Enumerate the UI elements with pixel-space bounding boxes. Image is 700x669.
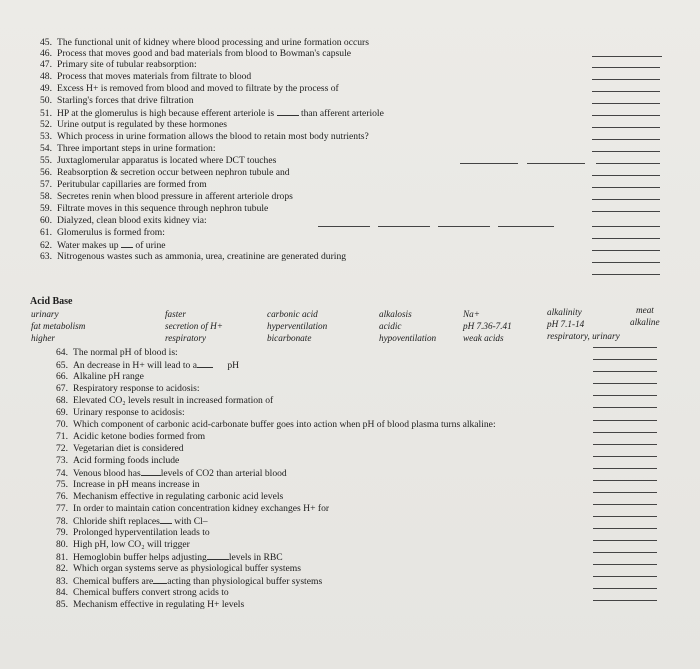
word-bank-item: respiratory bbox=[165, 333, 207, 343]
question-84: 84. Chemical buffers convert strong acids to bbox=[56, 587, 229, 598]
answer-blank[interactable] bbox=[121, 239, 133, 248]
question-62: 62. Water makes up of urine bbox=[40, 240, 166, 251]
question-47: 47. Primary site of tubular reabsorption: bbox=[40, 59, 197, 70]
answer-line[interactable] bbox=[592, 79, 660, 80]
question-52: 52. Urine output is regulated by these hormones bbox=[40, 119, 227, 130]
question-64: 64. The normal pH of blood is: bbox=[56, 347, 178, 358]
answer-line[interactable] bbox=[592, 115, 660, 116]
word-bank-item: carbonic acid bbox=[267, 309, 318, 319]
answer-line[interactable] bbox=[592, 199, 660, 200]
question-74: 74. Venous blood has levels of CO2 than arterial blood bbox=[56, 468, 287, 479]
question-85: 85. Mechanism effective in regulating H+ levels bbox=[56, 599, 245, 610]
question-70: 70. Which component of carbonic acid-carbonate buffer goes into action when pH of blood plasma turns alkaline: bbox=[56, 419, 496, 430]
word-bank-item: bicarbonate bbox=[267, 333, 312, 343]
answer-line[interactable] bbox=[498, 226, 554, 227]
answer-line[interactable] bbox=[593, 600, 657, 601]
word-bank-item: weak acids bbox=[463, 333, 504, 343]
question-71: 71. Acidic ketone bodies formed from bbox=[56, 431, 206, 442]
answer-line[interactable] bbox=[593, 395, 657, 396]
question-51: 51. HP at the glomerulus is high because efferent arteriole is than afferent arteriole bbox=[40, 108, 384, 119]
answer-line[interactable] bbox=[593, 383, 657, 384]
answer-line[interactable] bbox=[593, 347, 657, 348]
question-69: 69. Urinary response to acidosis: bbox=[56, 407, 185, 418]
question-76: 76. Mechanism effective in regulating carbonic acid levels bbox=[56, 491, 284, 502]
answer-line[interactable] bbox=[592, 175, 660, 176]
question-81: 81. Hemoglobin buffer helps adjusting levels in RBC bbox=[56, 552, 283, 563]
word-bank-item: respiratory, urinary bbox=[547, 331, 620, 341]
answer-line[interactable] bbox=[318, 226, 370, 227]
question-65: 65. An decrease in H+ will lead to a pH bbox=[56, 360, 240, 371]
answer-line[interactable] bbox=[592, 226, 660, 227]
question-63: 63. Nitrogenous wastes such as ammonia, urea, creatinine are generated during bbox=[40, 251, 347, 262]
word-bank-item: Na+ bbox=[463, 309, 480, 319]
question-78: 78. Chloride shift replaces with Cl– bbox=[56, 516, 208, 527]
answer-line[interactable] bbox=[593, 552, 657, 553]
answer-line[interactable] bbox=[593, 407, 657, 408]
answer-line[interactable] bbox=[593, 588, 657, 589]
answer-line[interactable] bbox=[378, 226, 430, 227]
answer-line[interactable] bbox=[592, 56, 662, 57]
answer-line[interactable] bbox=[593, 516, 657, 517]
question-75: 75. Increase in pH means increase in bbox=[56, 479, 200, 490]
question-82: 82. Which organ systems serve as physiological buffer systems bbox=[56, 563, 301, 574]
answer-line[interactable] bbox=[593, 504, 657, 505]
answer-line[interactable] bbox=[593, 540, 657, 541]
word-bank-item: hypoventilation bbox=[379, 333, 437, 343]
word-bank-item: alkaline bbox=[630, 317, 660, 327]
answer-line[interactable] bbox=[593, 420, 657, 421]
question-60: 60. Dialyzed, clean blood exits kidney via: bbox=[40, 215, 207, 226]
answer-line[interactable] bbox=[593, 468, 657, 469]
answer-line[interactable] bbox=[592, 262, 660, 263]
question-66: 66. Alkaline pH range bbox=[56, 371, 144, 382]
question-72: 72. Vegetarian diet is considered bbox=[56, 443, 184, 454]
question-80: 80. High pH, low CO₂ will trigger bbox=[56, 539, 190, 550]
question-55: 55. Juxtaglomerular apparatus is located where DCT touches bbox=[40, 155, 277, 166]
answer-line[interactable] bbox=[592, 103, 660, 104]
question-79: 79. Prolonged hyperventilation leads to bbox=[56, 527, 210, 538]
answer-line[interactable] bbox=[592, 238, 660, 239]
word-bank-item: fat metabolism bbox=[31, 321, 86, 331]
answer-line[interactable] bbox=[592, 139, 660, 140]
question-56: 56. Reabsorption & secretion occur between nephron tubule and bbox=[40, 167, 290, 178]
question-50: 50. Starling's forces that drive filtration bbox=[40, 95, 194, 106]
answer-line[interactable] bbox=[593, 359, 657, 360]
question-54: 54. Three important steps in urine formation: bbox=[40, 143, 216, 154]
section-heading: Acid Base bbox=[30, 296, 73, 307]
answer-line[interactable] bbox=[460, 163, 518, 164]
word-bank-item: pH 7.36-7.41 bbox=[463, 321, 512, 331]
answer-line[interactable] bbox=[593, 576, 657, 577]
question-53: 53. Which process in urine formation allows the blood to retain most body nutrients? bbox=[40, 131, 369, 142]
answer-blank[interactable] bbox=[160, 515, 172, 524]
question-77: 77. In order to maintain cation concentration kidney exchanges H+ for bbox=[56, 503, 330, 514]
question-61: 61. Glomerulus is formed from: bbox=[40, 227, 165, 238]
question-48: 48. Process that moves materials from filtrate to blood bbox=[40, 71, 252, 82]
word-bank-item: secretion of H+ bbox=[165, 321, 223, 331]
question-83: 83. Chemical buffers are acting than physiological buffer systems bbox=[56, 576, 323, 587]
answer-line[interactable] bbox=[592, 187, 660, 188]
question-68: 68. Elevated CO₂ levels result in increased formation of bbox=[56, 395, 274, 406]
question-67: 67. Respiratory response to acidosis: bbox=[56, 383, 200, 394]
word-bank-item: hyperventilation bbox=[267, 321, 328, 331]
answer-line[interactable] bbox=[593, 528, 657, 529]
answer-line[interactable] bbox=[592, 250, 660, 251]
word-bank-item: meat bbox=[636, 305, 654, 315]
answer-line[interactable] bbox=[593, 480, 657, 481]
answer-line[interactable] bbox=[593, 371, 657, 372]
answer-line[interactable] bbox=[593, 444, 657, 445]
question-46: 46. Process that moves good and bad materials from blood to Bowman's capsule bbox=[40, 48, 352, 59]
answer-blank[interactable] bbox=[197, 359, 213, 368]
word-bank-item: faster bbox=[165, 309, 186, 319]
question-57: 57. Peritubular capillaries are formed from bbox=[40, 179, 207, 190]
answer-line[interactable] bbox=[592, 211, 660, 212]
answer-line[interactable] bbox=[593, 432, 657, 433]
question-49: 49. Excess H+ is removed from blood and moved to filtrate by the process of bbox=[40, 83, 339, 94]
answer-blank[interactable] bbox=[207, 551, 229, 560]
question-73: 73. Acid forming foods include bbox=[56, 455, 180, 466]
answer-line[interactable] bbox=[592, 127, 660, 128]
answer-blank[interactable] bbox=[153, 575, 167, 584]
answer-line[interactable] bbox=[593, 564, 657, 565]
word-bank-item: alkalinity bbox=[547, 307, 582, 317]
word-bank-item: acidic bbox=[379, 321, 402, 331]
answer-line[interactable] bbox=[593, 492, 657, 493]
word-bank-item: higher bbox=[31, 333, 55, 343]
answer-blank[interactable] bbox=[141, 467, 161, 476]
word-bank-item: alkalosis bbox=[379, 309, 412, 319]
question-59: 59. Filtrate moves in this sequence through nephron tubule bbox=[40, 203, 269, 214]
word-bank-item: pH 7.1-14 bbox=[547, 319, 585, 329]
answer-line[interactable] bbox=[592, 67, 660, 68]
answer-line[interactable] bbox=[593, 456, 657, 457]
answer-line[interactable] bbox=[592, 151, 660, 152]
answer-line[interactable] bbox=[596, 163, 660, 164]
answer-line[interactable] bbox=[592, 91, 660, 92]
answer-blank[interactable] bbox=[277, 107, 299, 116]
question-58: 58. Secretes renin when blood pressure in afferent arteriole drops bbox=[40, 191, 293, 202]
question-45: 45. The functional unit of kidney where blood processing and urine formation occurs bbox=[40, 37, 369, 48]
answer-line[interactable] bbox=[592, 274, 660, 275]
answer-line[interactable] bbox=[438, 226, 490, 227]
word-bank-item: urinary bbox=[31, 309, 59, 319]
answer-line[interactable] bbox=[527, 163, 585, 164]
